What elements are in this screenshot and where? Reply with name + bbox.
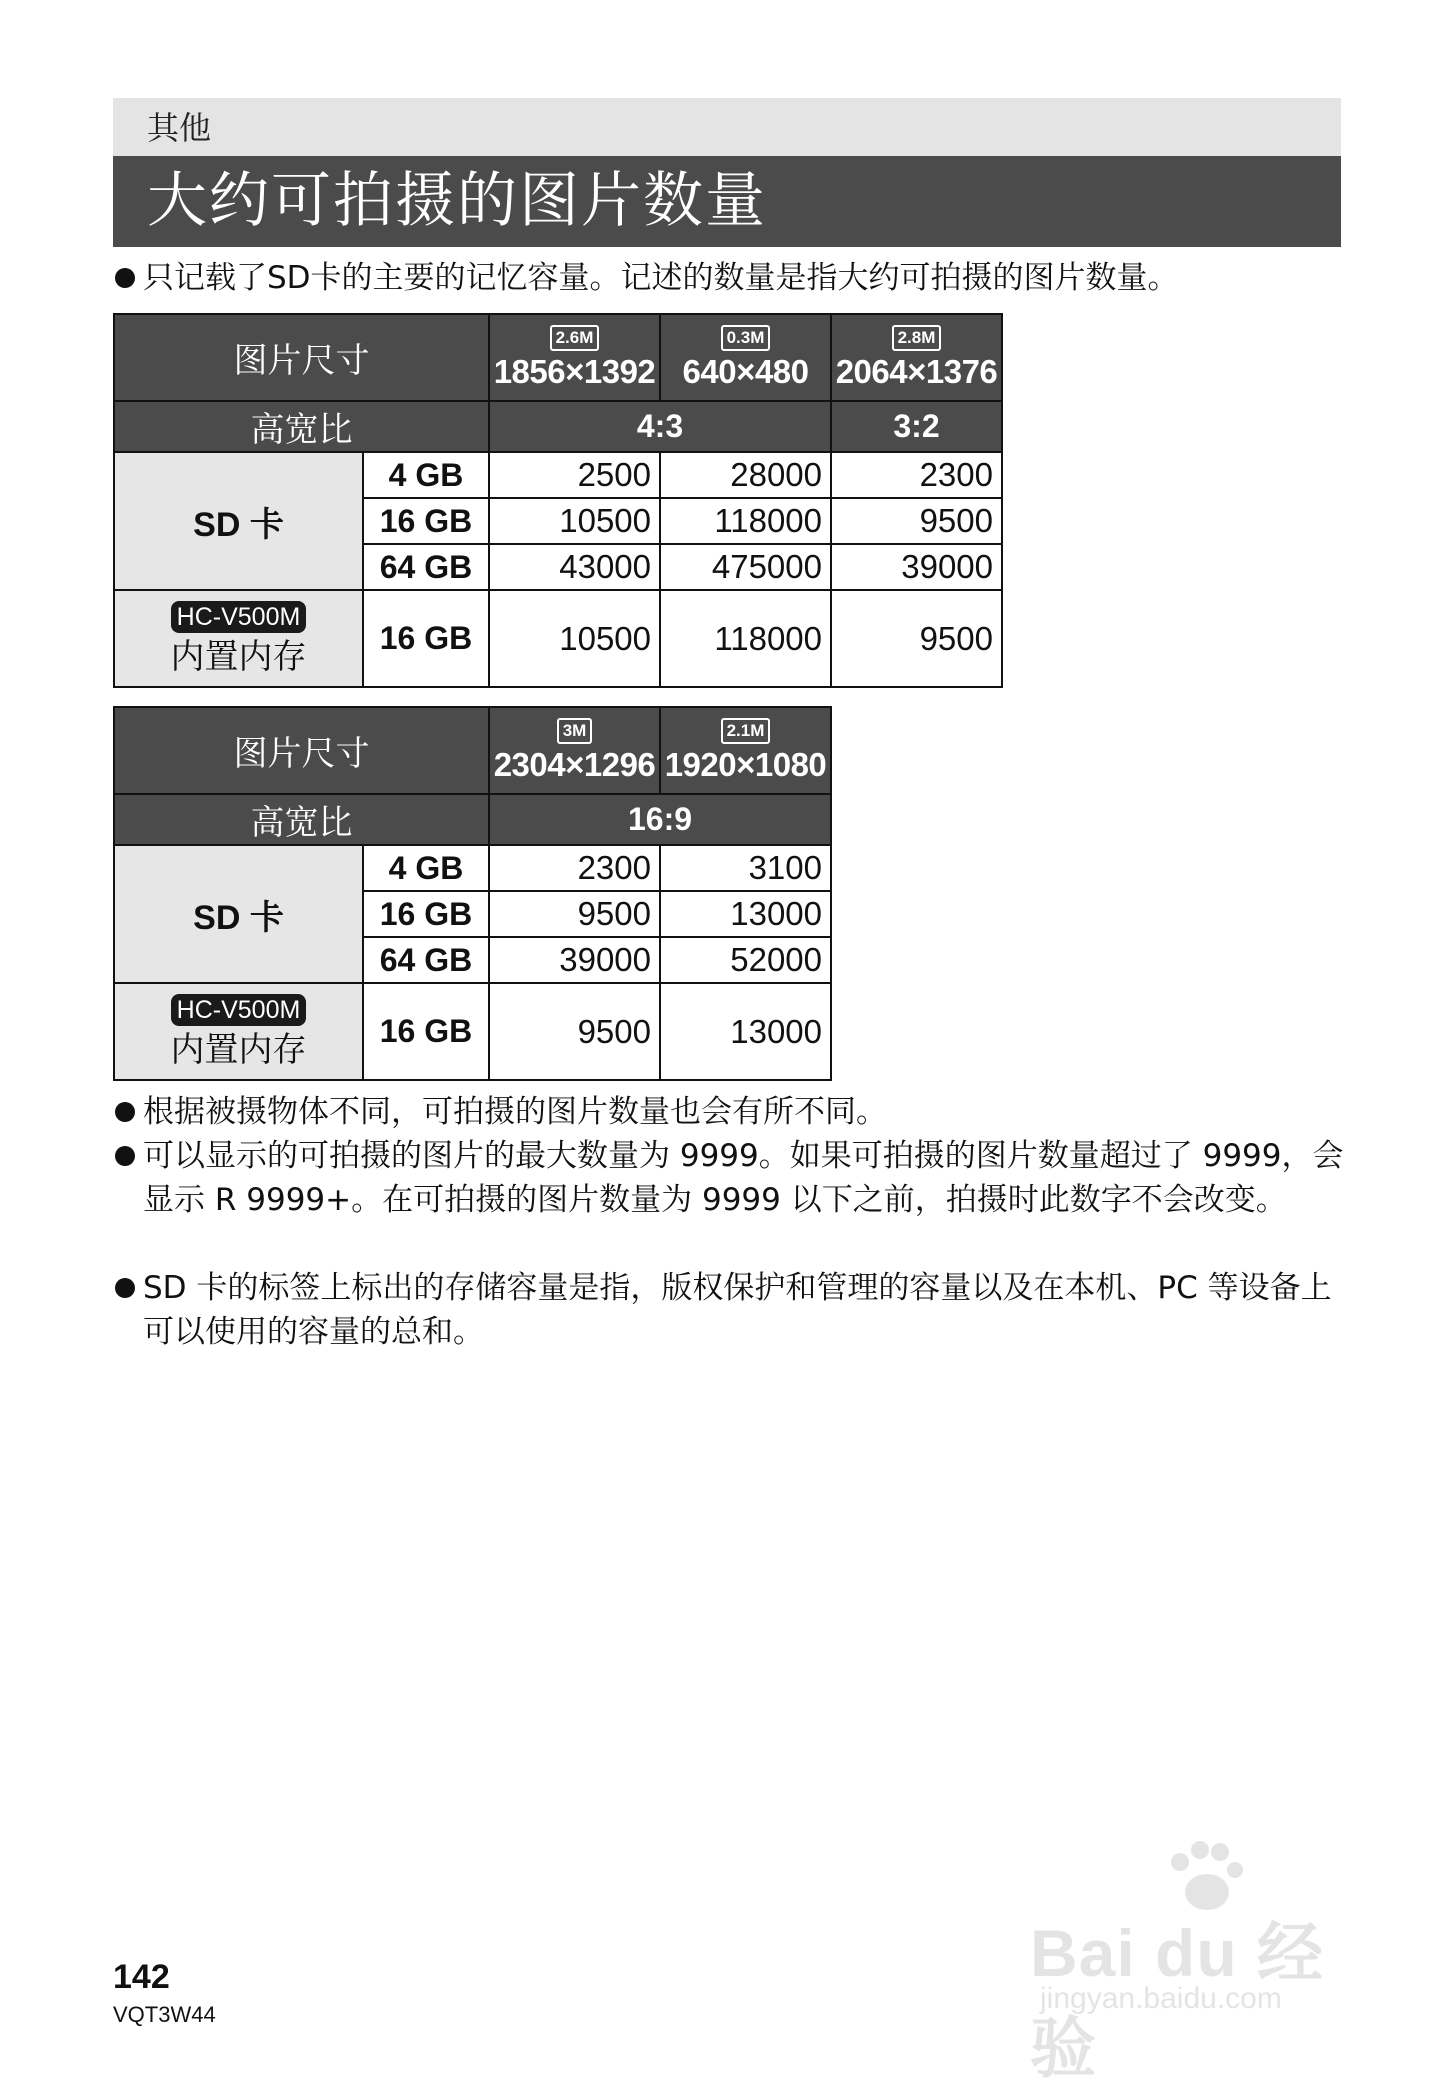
table-cell: 2300 — [489, 845, 660, 891]
aspect-ratio-label: 高宽比 — [114, 794, 489, 845]
capacity-label: 16 GB — [363, 590, 489, 687]
watermark-url: jingyan.baidu.com — [1040, 1982, 1282, 2015]
bullet-icon — [115, 1102, 135, 1122]
table-cell: 28000 — [660, 452, 831, 498]
resolution-header — [831, 314, 1002, 401]
table-cell: 39000 — [831, 544, 1002, 590]
table-cell: 9500 — [831, 590, 1002, 687]
picture-size-label: 图片尺寸 — [114, 707, 489, 794]
note-item — [113, 1134, 1353, 1222]
table-cell: 39000 — [489, 937, 660, 983]
intro-note — [113, 256, 1353, 300]
table-cell: 10500 — [489, 590, 660, 687]
table-cell: 2500 — [489, 452, 660, 498]
resolution-dim: 1920×1080 — [664, 745, 827, 783]
table-cell: 2300 — [831, 452, 1002, 498]
table-cell: 118000 — [660, 590, 831, 687]
intro-text: 只记载了SD卡的主要的记忆容量。记述的数量是指大约可拍摄的图片数量。 — [143, 260, 1179, 296]
picture-size-icon: 0.3M — [721, 325, 771, 351]
capacity-label: 64 GB — [363, 937, 489, 983]
picture-size-icon: 2.1M — [721, 718, 771, 744]
capacity-table-2 — [113, 706, 832, 1081]
built-in-memory-label — [114, 590, 363, 687]
table-cell: 13000 — [660, 983, 831, 1080]
picture-size-label: 图片尺寸 — [114, 314, 489, 401]
watermark-brand: Bai du 经验 — [1030, 1916, 1325, 2085]
built-in-memory-label — [114, 983, 363, 1080]
table-cell: 9500 — [831, 498, 1002, 544]
aspect-ratio-value: 3:2 — [831, 401, 1002, 452]
table-cell: 9500 — [489, 983, 660, 1080]
capacity-label: 64 GB — [363, 544, 489, 590]
bullet-icon — [115, 1146, 135, 1166]
resolution-dim: 1856×1392 — [493, 352, 656, 390]
aspect-ratio-value: 16:9 — [489, 794, 831, 845]
resolution-header — [660, 314, 831, 401]
note-text: 可以显示的可拍摄的图片的最大数量为 9999。如果可拍摄的图片数量超过了 9999，会显示 R 9999+。在可拍摄的图片数量为 9999 以下之前，拍摄时此数字不会改变。 — [143, 1138, 1344, 1218]
sd-card-label: SD 卡 — [114, 845, 363, 983]
resolution-header — [489, 707, 660, 794]
resolution-header — [489, 314, 660, 401]
table-cell: 118000 — [660, 498, 831, 544]
picture-size-icon: 2.6M — [550, 325, 600, 351]
table-cell: 52000 — [660, 937, 831, 983]
capacity-label: 4 GB — [363, 845, 489, 891]
resolution-dim: 2304×1296 — [493, 745, 656, 783]
note-item — [113, 1266, 1353, 1354]
capacity-label: 16 GB — [363, 891, 489, 937]
aspect-ratio-value: 4:3 — [489, 401, 831, 452]
table-cell: 10500 — [489, 498, 660, 544]
table-cell: 43000 — [489, 544, 660, 590]
resolution-header — [660, 707, 831, 794]
aspect-ratio-label: 高宽比 — [114, 401, 489, 452]
capacity-label: 16 GB — [363, 983, 489, 1080]
resolution-dim: 2064×1376 — [835, 352, 998, 390]
note-text: SD 卡的标签上标出的存储容量是指，版权保护和管理的容量以及在本机、PC 等设备上可以使用的容量的总和。 — [143, 1270, 1332, 1350]
picture-size-icon: 3M — [557, 718, 593, 744]
bullet-icon — [115, 1278, 135, 1298]
model-badge: HC-V500M — [171, 601, 307, 633]
model-badge: HC-V500M — [171, 994, 307, 1026]
note-text: 根据被摄物体不同，可拍摄的图片数量也会有所不同。 — [143, 1094, 887, 1130]
table-cell: 3100 — [660, 845, 831, 891]
section-label: 其他 — [113, 98, 1341, 156]
sd-card-label: SD 卡 — [114, 452, 363, 590]
built-in-memory-text: 内置内存 — [170, 1029, 307, 1070]
table-cell: 13000 — [660, 891, 831, 937]
table-cell: 475000 — [660, 544, 831, 590]
capacity-label: 4 GB — [363, 452, 489, 498]
note-item — [113, 1090, 1353, 1134]
bullet-icon — [115, 268, 135, 288]
table-cell: 9500 — [489, 891, 660, 937]
page-title: 大约可拍摄的图片数量 — [113, 156, 1341, 247]
page-number: 142 — [113, 1958, 170, 1996]
picture-size-icon: 2.8M — [892, 325, 942, 351]
capacity-label: 16 GB — [363, 498, 489, 544]
resolution-dim: 640×480 — [682, 352, 809, 390]
capacity-table-1 — [113, 313, 1003, 688]
baidu-watermark — [1020, 1840, 1370, 2085]
built-in-memory-text: 内置内存 — [170, 636, 307, 677]
document-code: VQT3W44 — [113, 2002, 216, 2027]
